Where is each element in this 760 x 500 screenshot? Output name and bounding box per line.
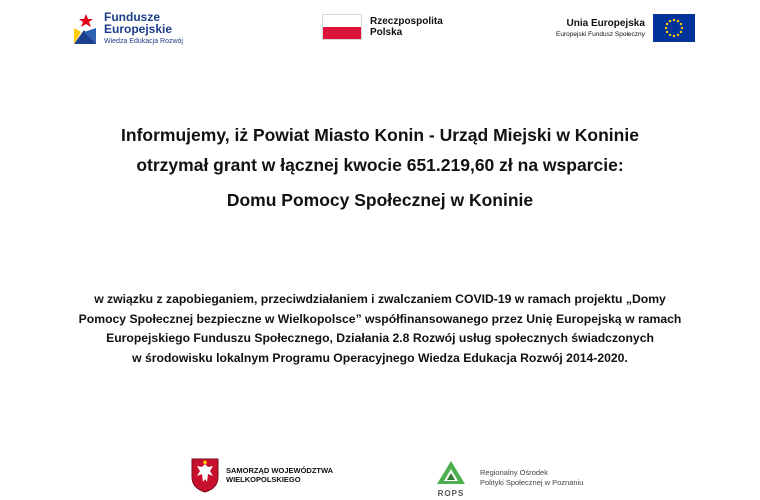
- eu-logo-name: Unia Europejska: [566, 17, 645, 29]
- wlkp-logo-line1: SAMORZĄD WOJEWÓDZTWA: [226, 466, 334, 475]
- body-line-2: Pomocy Społecznej bezpieczne w Wielkopolsce” współfinansowanego przez Unię Europejską w ramach: [78, 311, 682, 326]
- wielkopolska-eagle-crest-icon: [190, 457, 220, 493]
- wlkp-logo-line2: WIELKOPOLSKIEGO: [226, 475, 301, 484]
- body-paragraph: [40, 290, 720, 368]
- fe-logo-line1: Fundusze: [104, 9, 160, 24]
- rops-triangle-icon: [432, 460, 470, 488]
- body-line-4: w środowisku lokalnym Programu Operacyjnego Wiedza Edukacja Rozwój 2014-2020.: [132, 350, 628, 365]
- eu-logo-sub: Europejski Fundusz Społeczny: [556, 30, 645, 38]
- fe-logo-sub: Wiedza Edukacja Rozwój: [104, 37, 183, 45]
- rops-logo: [432, 460, 583, 496]
- samorzad-wielkopolski-logo: [190, 457, 333, 493]
- headline-line-2: otrzymał grant w łącznej kwocie 651.219,60 zł na wsparcie:: [136, 155, 624, 175]
- rp-logo-line1: Rzeczpospolita: [370, 15, 443, 27]
- rzeczpospolita-polska-logo: [322, 14, 443, 40]
- headline-line-1: Informujemy, iż Powiat Miasto Konin - Urząd Miejski w Koninie: [121, 125, 639, 145]
- rops-logo-word: ROPS: [437, 489, 465, 498]
- fundusze-europejskie-logo: [72, 10, 183, 46]
- rp-logo-line2: Polska: [370, 27, 403, 38]
- rops-logo-line1: Regionalny Ośrodek: [480, 467, 548, 477]
- eu-flag-icon: [653, 14, 695, 42]
- headline-beneficiary: Domu Pomocy Społecznej w Koninie: [226, 190, 534, 210]
- unia-europejska-logo: [556, 14, 695, 42]
- fundusze-europejskie-mark-icon: [72, 10, 98, 46]
- rops-logo-line2: Polityki Społecznej w Poznaniu: [480, 478, 584, 487]
- body-line-1: w związku z zapobieganiem, przeciwdziałaniem i zwalczaniem COVID-19 w ramach projektu „Domy: [94, 292, 666, 306]
- fe-logo-line2: Europejskie: [104, 22, 173, 37]
- body-line-3: Europejskiego Funduszu Społecznego, Działania 2.8 Rozwój usług społecznych świadczonych: [106, 331, 654, 345]
- rops-mark-icon: [432, 460, 470, 496]
- poland-flag-icon: [322, 14, 362, 40]
